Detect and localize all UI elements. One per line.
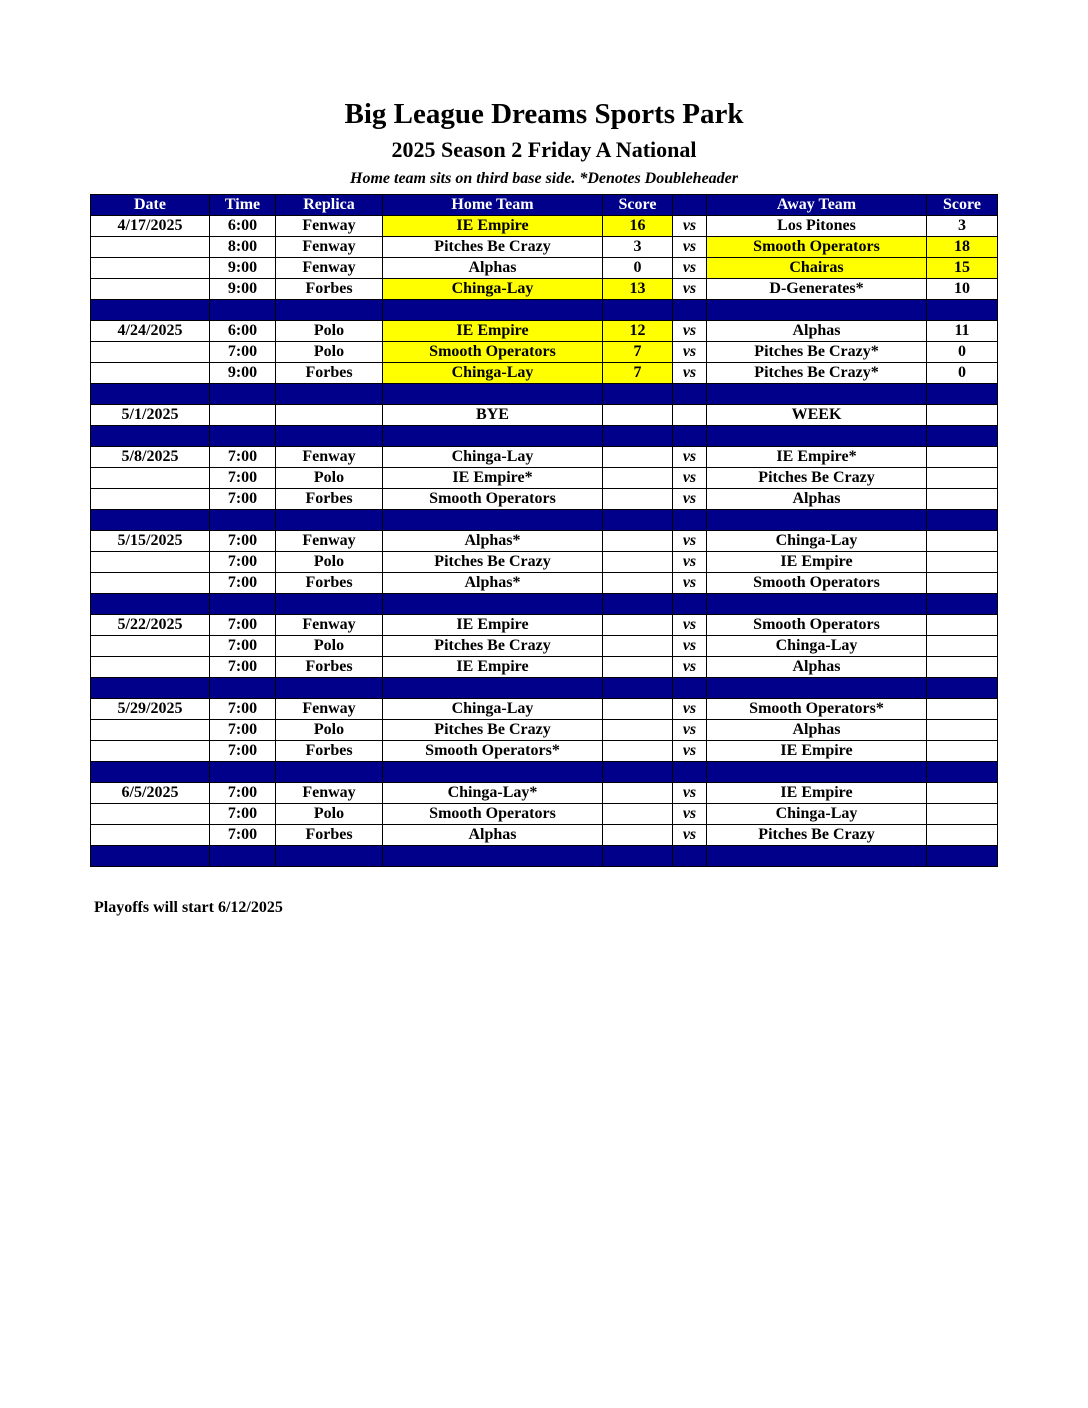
replica-cell: Fenway xyxy=(276,531,383,552)
away-team-cell: Chinga-Lay xyxy=(707,636,927,657)
time-cell: 7:00 xyxy=(210,741,276,762)
replica-cell: Fenway xyxy=(276,447,383,468)
separator-cell xyxy=(276,384,383,405)
home-team-cell: Alphas xyxy=(383,825,603,846)
vs-cell: vs xyxy=(673,615,707,636)
replica-cell: Fenway xyxy=(276,216,383,237)
date-cell xyxy=(91,741,210,762)
home-score-cell xyxy=(603,615,673,636)
home-team-cell: Chinga-Lay* xyxy=(383,783,603,804)
away-team-cell: Los Pitones xyxy=(707,216,927,237)
home-score-cell: 7 xyxy=(603,363,673,384)
separator-cell xyxy=(91,678,210,699)
vs-cell: vs xyxy=(673,531,707,552)
away-score-cell xyxy=(927,447,998,468)
table-row xyxy=(91,363,998,384)
replica-cell: Fenway xyxy=(276,615,383,636)
vs-cell: vs xyxy=(673,237,707,258)
away-team-cell: Pitches Be Crazy* xyxy=(707,342,927,363)
replica-cell: Forbes xyxy=(276,573,383,594)
home-score-cell: 12 xyxy=(603,321,673,342)
separator-cell xyxy=(276,426,383,447)
away-score-cell: 3 xyxy=(927,216,998,237)
separator-cell xyxy=(383,300,603,321)
vs-cell: vs xyxy=(673,783,707,804)
time-cell: 9:00 xyxy=(210,279,276,300)
away-team-cell: Smooth Operators xyxy=(707,237,927,258)
separator-cell xyxy=(383,426,603,447)
home-score-cell xyxy=(603,489,673,510)
date-cell: 5/29/2025 xyxy=(91,699,210,720)
separator-cell xyxy=(276,594,383,615)
home-team-cell: IE Empire xyxy=(383,216,603,237)
table-row xyxy=(91,804,998,825)
time-cell: 8:00 xyxy=(210,237,276,258)
separator-row xyxy=(91,762,998,783)
separator-cell xyxy=(673,300,707,321)
separator-cell xyxy=(210,846,276,867)
away-score-cell xyxy=(927,783,998,804)
column-header-vs xyxy=(673,195,707,216)
time-cell: 6:00 xyxy=(210,216,276,237)
away-team-cell: Pitches Be Crazy* xyxy=(707,363,927,384)
column-header-date: Date xyxy=(91,195,210,216)
away-score-cell xyxy=(927,720,998,741)
away-score-cell xyxy=(927,405,998,426)
page-title: Big League Dreams Sports Park xyxy=(344,98,744,130)
separator-row xyxy=(91,384,998,405)
away-score-cell xyxy=(927,699,998,720)
vs-cell xyxy=(673,405,707,426)
replica-cell: Forbes xyxy=(276,363,383,384)
separator-cell xyxy=(276,846,383,867)
vs-cell: vs xyxy=(673,573,707,594)
away-team-cell: Pitches Be Crazy xyxy=(707,825,927,846)
replica-cell: Polo xyxy=(276,552,383,573)
separator-cell xyxy=(673,762,707,783)
separator-cell xyxy=(673,426,707,447)
time-cell: 7:00 xyxy=(210,636,276,657)
separator-cell xyxy=(707,384,927,405)
home-team-cell: Chinga-Lay xyxy=(383,699,603,720)
time-cell: 7:00 xyxy=(210,699,276,720)
page-subtitle: 2025 Season 2 Friday A National xyxy=(391,137,697,162)
time-cell: 9:00 xyxy=(210,258,276,279)
home-team-cell: BYE xyxy=(383,405,603,426)
separator-cell xyxy=(276,300,383,321)
away-team-cell: WEEK xyxy=(707,405,927,426)
home-team-cell: IE Empire xyxy=(383,321,603,342)
separator-cell xyxy=(276,678,383,699)
separator-cell xyxy=(383,594,603,615)
replica-cell: Forbes xyxy=(276,825,383,846)
time-cell: 7:00 xyxy=(210,342,276,363)
away-team-cell: Alphas xyxy=(707,489,927,510)
table-row xyxy=(91,741,998,762)
away-score-cell xyxy=(927,636,998,657)
replica-cell: Forbes xyxy=(276,741,383,762)
away-team-cell: Chinga-Lay xyxy=(707,804,927,825)
table-row xyxy=(91,342,998,363)
home-team-cell: Alphas* xyxy=(383,573,603,594)
time-cell: 9:00 xyxy=(210,363,276,384)
date-cell: 5/15/2025 xyxy=(91,531,210,552)
separator-cell xyxy=(673,678,707,699)
away-team-cell: Alphas xyxy=(707,321,927,342)
away-team-cell: D-Generates* xyxy=(707,279,927,300)
separator-cell xyxy=(707,678,927,699)
away-team-cell: Alphas xyxy=(707,657,927,678)
separator-cell xyxy=(383,846,603,867)
time-cell: 7:00 xyxy=(210,657,276,678)
separator-cell xyxy=(276,762,383,783)
column-header-replica: Replica xyxy=(276,195,383,216)
separator-cell xyxy=(927,300,998,321)
away-score-cell xyxy=(927,657,998,678)
away-score-cell xyxy=(927,804,998,825)
away-score-cell: 10 xyxy=(927,279,998,300)
home-team-cell: IE Empire xyxy=(383,657,603,678)
date-cell: 5/1/2025 xyxy=(91,405,210,426)
away-team-cell: Pitches Be Crazy xyxy=(707,468,927,489)
separator-cell xyxy=(383,510,603,531)
separator-cell xyxy=(927,510,998,531)
separator-cell xyxy=(707,426,927,447)
home-score-cell xyxy=(603,741,673,762)
home-team-cell: Smooth Operators xyxy=(383,342,603,363)
separator-cell xyxy=(383,762,603,783)
date-cell xyxy=(91,342,210,363)
separator-cell xyxy=(210,762,276,783)
away-team-cell: Smooth Operators xyxy=(707,615,927,636)
separator-cell xyxy=(210,384,276,405)
separator-cell xyxy=(603,594,673,615)
vs-cell: vs xyxy=(673,321,707,342)
separator-cell xyxy=(603,762,673,783)
date-cell: 6/5/2025 xyxy=(91,783,210,804)
vs-cell: vs xyxy=(673,699,707,720)
time-cell: 7:00 xyxy=(210,615,276,636)
replica-cell: Polo xyxy=(276,804,383,825)
time-cell: 7:00 xyxy=(210,447,276,468)
date-cell xyxy=(91,720,210,741)
separator-cell xyxy=(210,426,276,447)
vs-cell: vs xyxy=(673,741,707,762)
home-score-cell xyxy=(603,720,673,741)
time-cell: 7:00 xyxy=(210,468,276,489)
replica-cell: Fenway xyxy=(276,699,383,720)
away-team-cell: Chinga-Lay xyxy=(707,531,927,552)
time-cell: 7:00 xyxy=(210,720,276,741)
separator-cell xyxy=(707,762,927,783)
home-score-cell xyxy=(603,783,673,804)
table-row xyxy=(91,615,998,636)
vs-cell: vs xyxy=(673,216,707,237)
date-cell xyxy=(91,363,210,384)
separator-cell xyxy=(927,678,998,699)
date-cell xyxy=(91,636,210,657)
home-score-cell: 7 xyxy=(603,342,673,363)
separator-cell xyxy=(603,426,673,447)
separator-cell xyxy=(91,846,210,867)
home-team-cell: Pitches Be Crazy xyxy=(383,237,603,258)
vs-cell: vs xyxy=(673,279,707,300)
replica-cell: Forbes xyxy=(276,657,383,678)
replica-cell xyxy=(276,405,383,426)
separator-cell xyxy=(707,510,927,531)
home-team-cell: Pitches Be Crazy xyxy=(383,720,603,741)
separator-cell xyxy=(673,384,707,405)
home-team-cell: Chinga-Lay xyxy=(383,279,603,300)
home-score-cell xyxy=(603,699,673,720)
replica-cell: Polo xyxy=(276,468,383,489)
table-row xyxy=(91,783,998,804)
date-cell: 5/22/2025 xyxy=(91,615,210,636)
replica-cell: Polo xyxy=(276,720,383,741)
date-cell: 4/24/2025 xyxy=(91,321,210,342)
away-score-cell xyxy=(927,531,998,552)
separator-row xyxy=(91,846,998,867)
separator-row xyxy=(91,594,998,615)
replica-cell: Forbes xyxy=(276,279,383,300)
vs-cell: vs xyxy=(673,804,707,825)
away-score-cell: 0 xyxy=(927,363,998,384)
away-team-cell: Smooth Operators* xyxy=(707,699,927,720)
table-row xyxy=(91,258,998,279)
separator-cell xyxy=(603,300,673,321)
separator-cell xyxy=(276,510,383,531)
table-row xyxy=(91,321,998,342)
home-team-cell: Chinga-Lay xyxy=(383,363,603,384)
away-score-cell xyxy=(927,468,998,489)
replica-cell: Fenway xyxy=(276,237,383,258)
separator-cell xyxy=(927,846,998,867)
home-score-cell: 3 xyxy=(603,237,673,258)
separator-cell xyxy=(91,762,210,783)
column-header-away-score: Score xyxy=(927,195,998,216)
separator-cell xyxy=(927,384,998,405)
date-cell xyxy=(91,468,210,489)
home-score-cell xyxy=(603,636,673,657)
separator-cell xyxy=(210,678,276,699)
separator-cell xyxy=(91,300,210,321)
away-team-cell: Chairas xyxy=(707,258,927,279)
date-cell xyxy=(91,573,210,594)
separator-cell xyxy=(210,300,276,321)
separator-cell xyxy=(91,594,210,615)
separator-cell xyxy=(210,594,276,615)
vs-cell: vs xyxy=(673,342,707,363)
vs-cell: vs xyxy=(673,552,707,573)
home-score-cell xyxy=(603,531,673,552)
away-team-cell: IE Empire xyxy=(707,741,927,762)
home-score-cell xyxy=(603,573,673,594)
table-row xyxy=(91,216,998,237)
column-header-time: Time xyxy=(210,195,276,216)
separator-cell xyxy=(927,762,998,783)
separator-cell xyxy=(91,384,210,405)
separator-cell xyxy=(603,846,673,867)
separator-row xyxy=(91,300,998,321)
date-cell xyxy=(91,804,210,825)
away-team-cell: IE Empire xyxy=(707,783,927,804)
home-team-cell: Pitches Be Crazy xyxy=(383,636,603,657)
away-score-cell: 11 xyxy=(927,321,998,342)
separator-cell xyxy=(383,678,603,699)
time-cell: 7:00 xyxy=(210,804,276,825)
date-cell: 5/8/2025 xyxy=(91,447,210,468)
vs-cell: vs xyxy=(673,657,707,678)
time-cell: 7:00 xyxy=(210,552,276,573)
table-row xyxy=(91,237,998,258)
schedule-table xyxy=(90,194,998,867)
away-score-cell xyxy=(927,573,998,594)
table-row xyxy=(91,489,998,510)
separator-row xyxy=(91,510,998,531)
away-team-cell: Smooth Operators xyxy=(707,573,927,594)
replica-cell: Forbes xyxy=(276,489,383,510)
home-team-cell: Alphas xyxy=(383,258,603,279)
replica-cell: Polo xyxy=(276,342,383,363)
replica-cell: Fenway xyxy=(276,783,383,804)
separator-cell xyxy=(927,426,998,447)
time-cell: 6:00 xyxy=(210,321,276,342)
vs-cell: vs xyxy=(673,825,707,846)
home-team-cell: Alphas* xyxy=(383,531,603,552)
separator-cell xyxy=(707,300,927,321)
vs-cell: vs xyxy=(673,468,707,489)
table-row xyxy=(91,636,998,657)
home-score-cell xyxy=(603,468,673,489)
vs-cell: vs xyxy=(673,636,707,657)
away-score-cell: 18 xyxy=(927,237,998,258)
home-team-cell: Pitches Be Crazy xyxy=(383,552,603,573)
home-team-cell: IE Empire* xyxy=(383,468,603,489)
separator-cell xyxy=(91,426,210,447)
separator-cell xyxy=(673,846,707,867)
replica-cell: Polo xyxy=(276,321,383,342)
home-score-cell: 16 xyxy=(603,216,673,237)
away-score-cell xyxy=(927,615,998,636)
schedule-note: Home team sits on third base side. *Denotes Doubleheader xyxy=(350,170,738,187)
separator-cell xyxy=(210,510,276,531)
schedule-body xyxy=(91,216,998,867)
table-row xyxy=(91,657,998,678)
away-score-cell xyxy=(927,741,998,762)
date-cell: 4/17/2025 xyxy=(91,216,210,237)
vs-cell: vs xyxy=(673,258,707,279)
date-cell xyxy=(91,825,210,846)
away-team-cell: Alphas xyxy=(707,720,927,741)
vs-cell: vs xyxy=(673,720,707,741)
separator-cell xyxy=(673,594,707,615)
separator-row xyxy=(91,426,998,447)
home-score-cell xyxy=(603,825,673,846)
table-row xyxy=(91,405,998,426)
home-score-cell xyxy=(603,405,673,426)
replica-cell: Polo xyxy=(276,636,383,657)
home-score-cell xyxy=(603,657,673,678)
home-team-cell: Smooth Operators xyxy=(383,804,603,825)
table-row xyxy=(91,552,998,573)
separator-cell xyxy=(603,510,673,531)
home-score-cell xyxy=(603,552,673,573)
home-score-cell: 0 xyxy=(603,258,673,279)
separator-cell xyxy=(603,678,673,699)
date-cell xyxy=(91,489,210,510)
table-row xyxy=(91,825,998,846)
separator-cell xyxy=(383,384,603,405)
home-team-cell: IE Empire xyxy=(383,615,603,636)
vs-cell: vs xyxy=(673,363,707,384)
away-score-cell xyxy=(927,552,998,573)
time-cell: 7:00 xyxy=(210,783,276,804)
separator-cell xyxy=(927,594,998,615)
separator-cell xyxy=(707,846,927,867)
home-team-cell: Smooth Operators xyxy=(383,489,603,510)
vs-cell: vs xyxy=(673,489,707,510)
away-score-cell xyxy=(927,825,998,846)
table-row xyxy=(91,699,998,720)
time-cell: 7:00 xyxy=(210,573,276,594)
table-row xyxy=(91,531,998,552)
date-cell xyxy=(91,258,210,279)
away-score-cell xyxy=(927,489,998,510)
home-score-cell xyxy=(603,447,673,468)
column-header-home-score: Score xyxy=(603,195,673,216)
column-header-home-team: Home Team xyxy=(383,195,603,216)
time-cell: 7:00 xyxy=(210,825,276,846)
away-score-cell: 0 xyxy=(927,342,998,363)
separator-cell xyxy=(91,510,210,531)
vs-cell: vs xyxy=(673,447,707,468)
date-cell xyxy=(91,237,210,258)
column-header-away-team: Away Team xyxy=(707,195,927,216)
separator-cell xyxy=(707,594,927,615)
separator-row xyxy=(91,678,998,699)
playoffs-note: Playoffs will start 6/12/2025 xyxy=(94,899,283,916)
table-row xyxy=(91,468,998,489)
separator-cell xyxy=(673,510,707,531)
away-team-cell: IE Empire* xyxy=(707,447,927,468)
home-team-cell: Chinga-Lay xyxy=(383,447,603,468)
time-cell: 7:00 xyxy=(210,531,276,552)
date-cell xyxy=(91,657,210,678)
home-score-cell: 13 xyxy=(603,279,673,300)
time-cell xyxy=(210,405,276,426)
table-row xyxy=(91,279,998,300)
table-row xyxy=(91,720,998,741)
table-row xyxy=(91,573,998,594)
date-cell xyxy=(91,279,210,300)
separator-cell xyxy=(603,384,673,405)
home-score-cell xyxy=(603,804,673,825)
away-team-cell: IE Empire xyxy=(707,552,927,573)
replica-cell: Fenway xyxy=(276,258,383,279)
home-team-cell: Smooth Operators* xyxy=(383,741,603,762)
table-row xyxy=(91,447,998,468)
time-cell: 7:00 xyxy=(210,489,276,510)
date-cell xyxy=(91,552,210,573)
away-score-cell: 15 xyxy=(927,258,998,279)
table-header-row xyxy=(91,195,998,216)
